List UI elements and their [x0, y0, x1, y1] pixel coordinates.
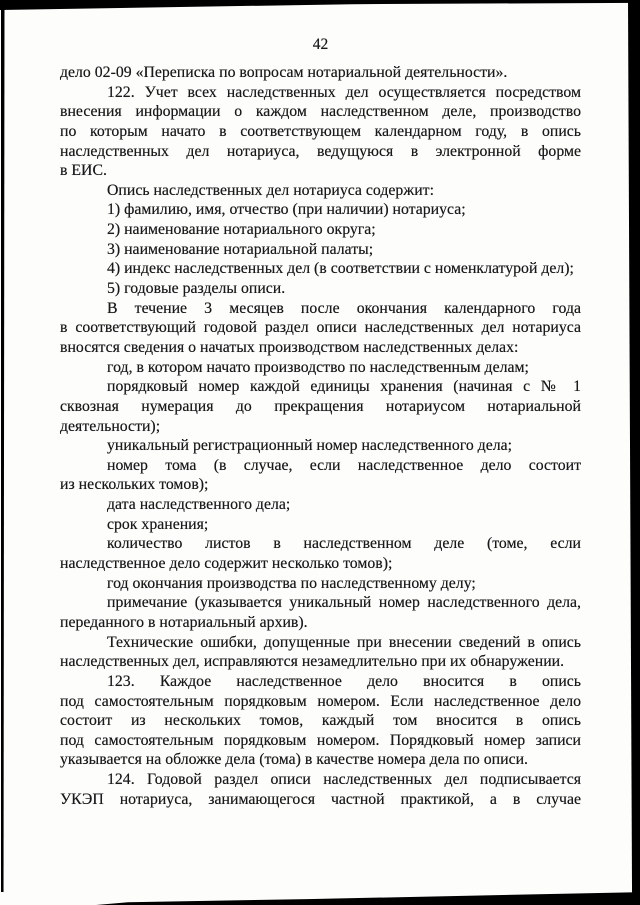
text-line: 124. Годовой раздел описи наследственных дел подписывается [107, 771, 581, 789]
text-line: количество листов в наследственном деле (томе, если [107, 535, 581, 553]
text-line: под самостоятельным порядковым номером. Если наследственное дело [60, 692, 581, 710]
text-line: деятельности); [60, 417, 161, 435]
text-line: наследственное дело содержит несколько томов); [60, 555, 393, 573]
text-line: В течение 3 месяцев после окончания календарного года [107, 299, 581, 317]
text-line: 2) наименование нотариального округа; [107, 221, 376, 239]
scan-edge-right [628, 0, 640, 905]
text-line: указывается на обложке дела (тома) в качестве номера дела по описи. [60, 751, 528, 769]
text-line: 4) индекс наследственных дел (в соответствии с номенклатурой дел); [107, 260, 574, 278]
text-line: наследственных дел, исправляются незамедлительно при их обнаружении. [60, 653, 565, 671]
text-line: вносятся сведения о начатых производством наследственных делах: [60, 338, 519, 356]
text-line: срок хранения; [107, 515, 209, 533]
text-line: порядковый номер каждой единицы хранения (начиная с № 1 [107, 378, 581, 396]
text-line: состоит из нескольких томов, каждый том вносится в опись [60, 712, 581, 730]
text-line: в ЕИС. [60, 162, 107, 180]
text-line: переданного в нотариальный архив). [60, 613, 308, 631]
text-line: по которым начато в соответствующем календарном году, в опись [60, 122, 581, 140]
text-line: дело 02-09 «Переписка по вопросам нотариальной деятельности». [60, 64, 508, 81]
text-line: 123. Каждое наследственное дело вносится в опись [107, 672, 581, 690]
text-line: год, в котором начато производство по наследственным делам; [107, 358, 529, 376]
text-line: под самостоятельным порядковым номером. Порядковый номер записи [60, 731, 581, 749]
text-line: Технические ошибки, допущенные при внесении сведений в опись [107, 633, 581, 651]
text-line: 3) наименование нотариальной палаты; [107, 240, 374, 258]
text-line: год окончания производства по наследственному делу; [107, 574, 476, 592]
text-line: примечание (указывается уникальный номер наследственного дела, [107, 594, 581, 612]
document-body [60, 63, 581, 809]
text-line: уникальный регистрационный номер наследственного дела; [107, 437, 513, 455]
scan-edge-top [0, 0, 640, 10]
text-line: 5) годовые разделы описи. [107, 280, 286, 298]
text-line: 1) фамилию, имя, отчество (при наличии) нотариуса; [107, 201, 466, 219]
text-line: УКЭП нотариуса, занимающегося частной практикой, а в случае [60, 790, 581, 808]
text-line: номер тома (в случае, если наследственное дело состоит [107, 456, 581, 474]
text-line: внесения информации о каждом наследственном деле, производство [60, 103, 581, 121]
text-line: наследственных дел нотариуса, ведущуюся в электронной форме [60, 142, 581, 160]
scan-edge-bottom [0, 891, 640, 905]
text-line: сквозная нумерация до прекращения нотариусом нотариальной [60, 397, 581, 415]
text-line: из нескольких томов); [60, 476, 209, 494]
text-line: дата наследственного дела; [107, 496, 291, 514]
text-line: Опись наследственных дел нотариуса содержит: [107, 181, 434, 199]
text-line: 122. Учет всех наследственных дел осуществляется посредством [107, 83, 581, 101]
page-number: 42 [312, 36, 329, 53]
text-line: в соответствующий годовой раздел описи наследственных дел нотариуса [60, 319, 581, 337]
scan-edge-left [1, 0, 5, 892]
